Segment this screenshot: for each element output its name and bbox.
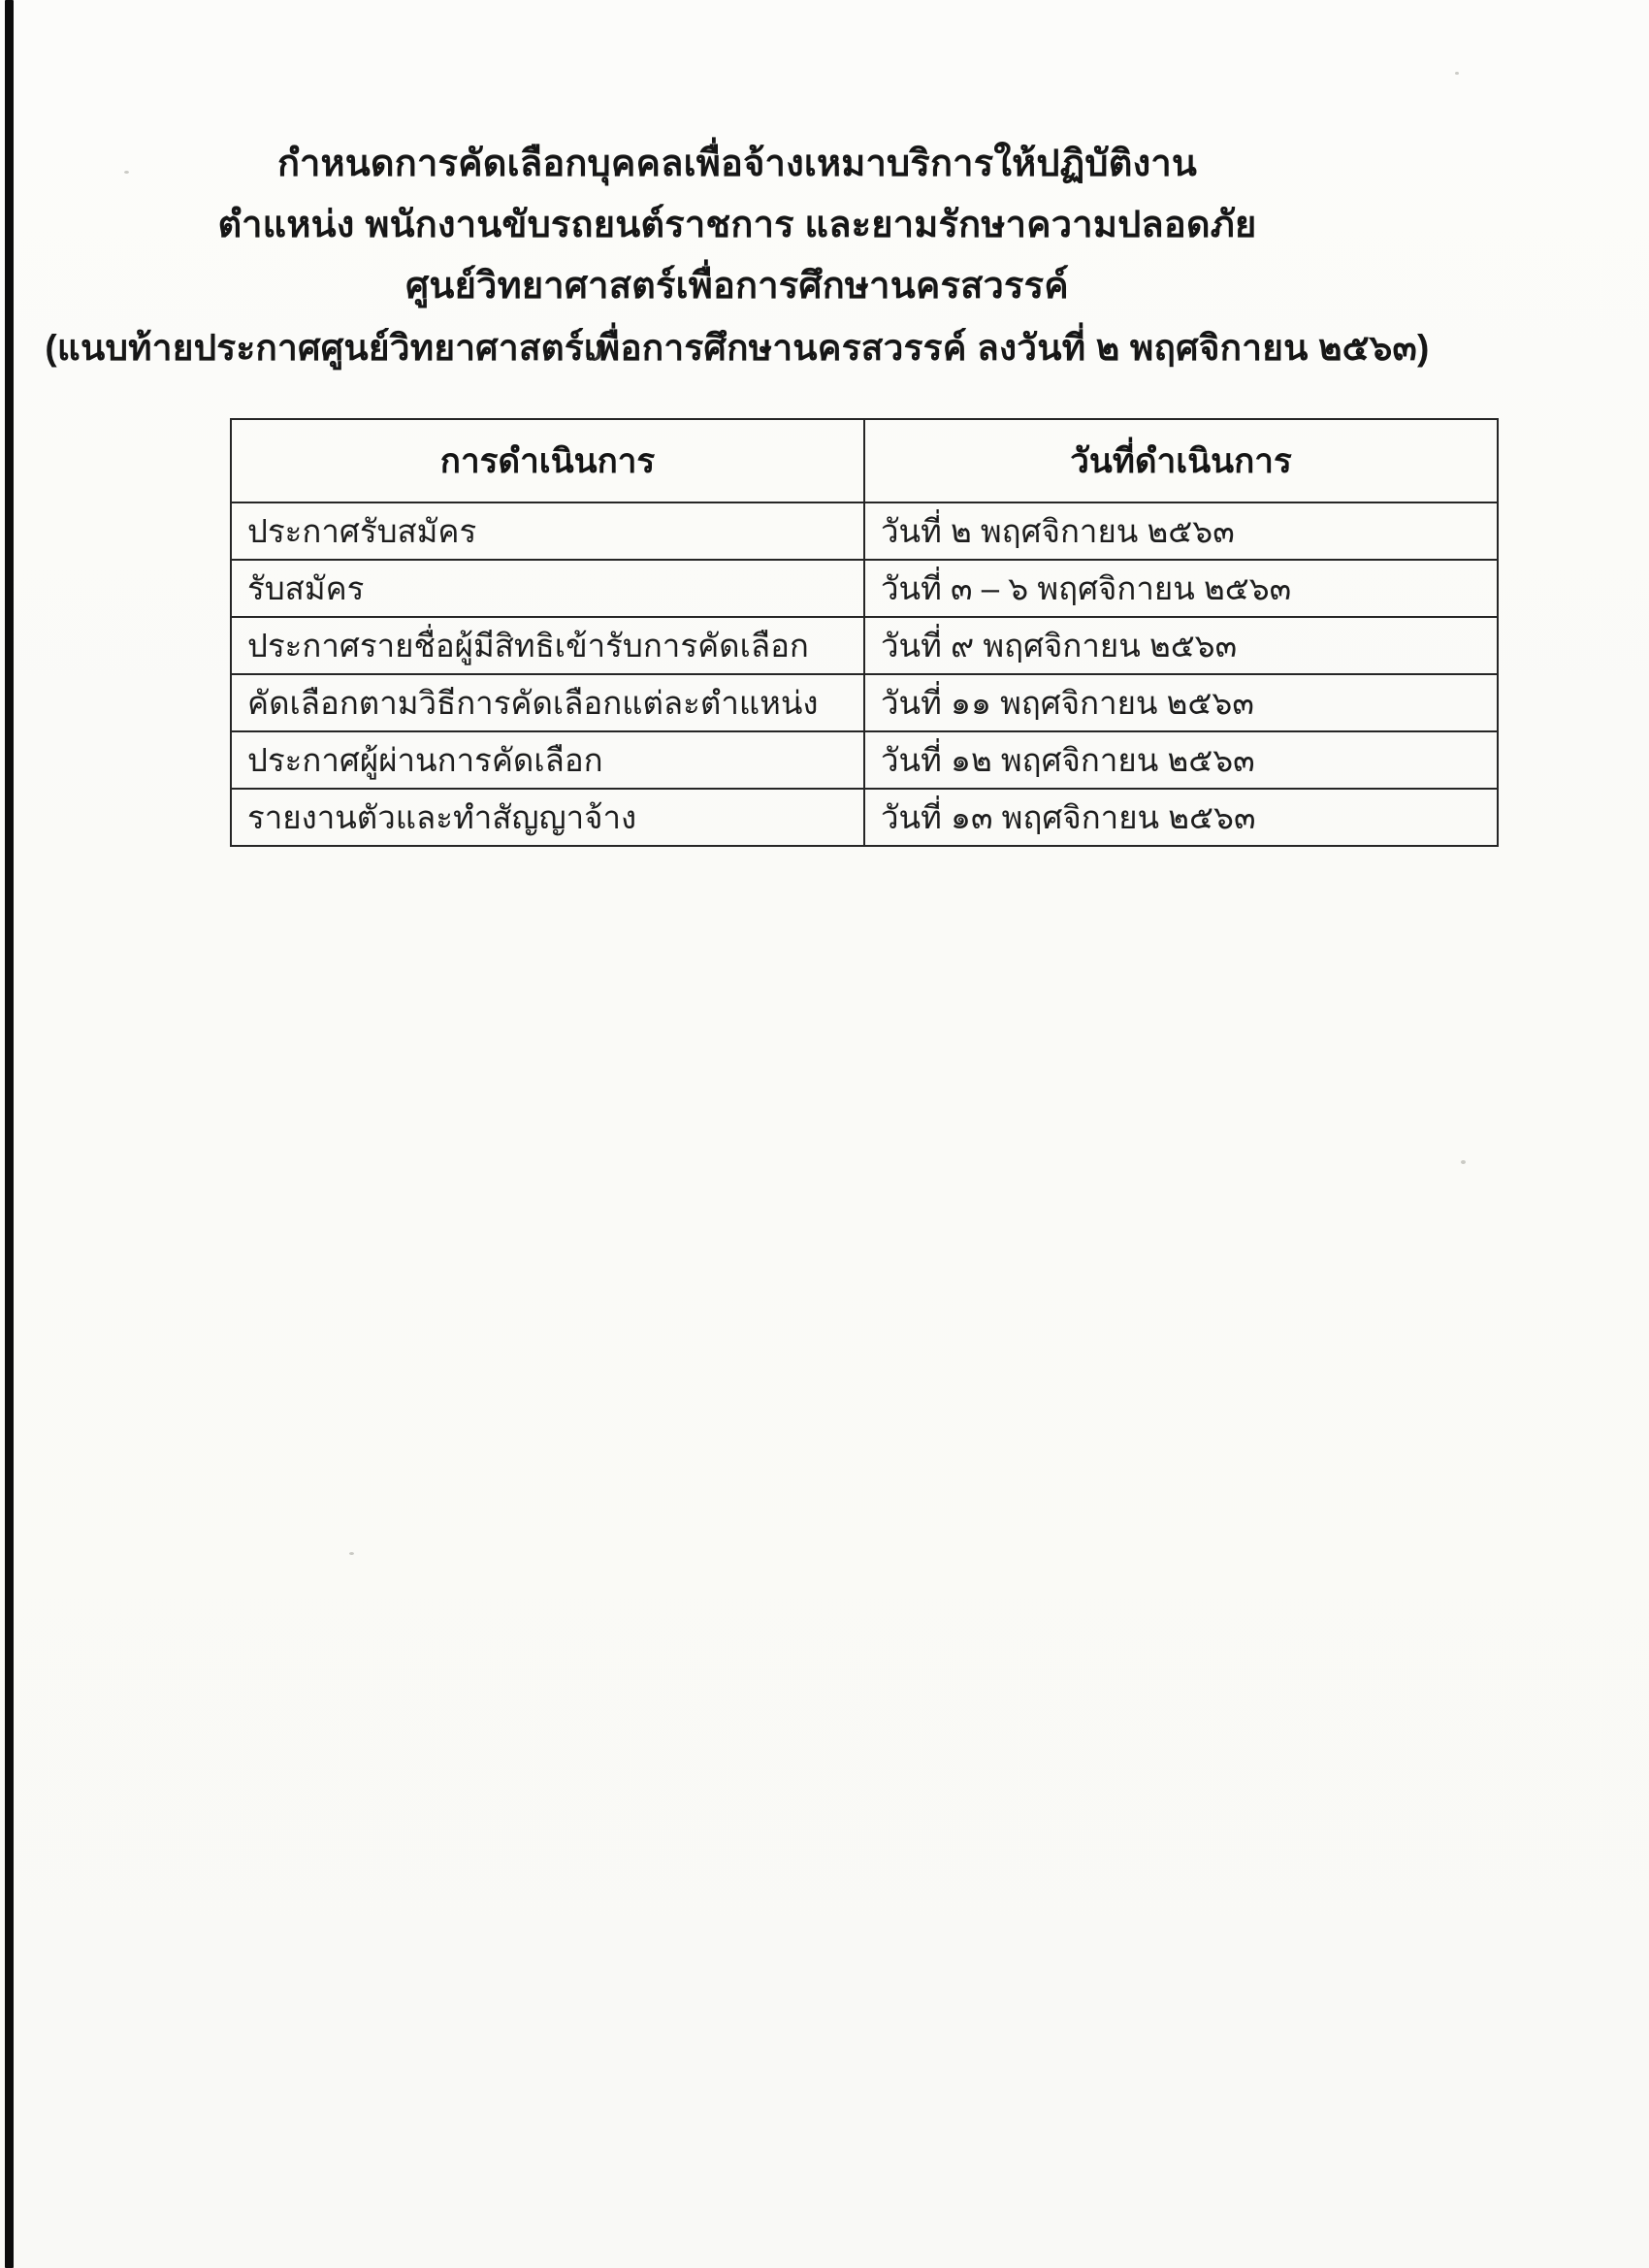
table-row — [231, 789, 1498, 846]
document-title-line-4: (แนบท้ายประกาศศูนย์วิทยาศาสตร์เพื่อการศึกษานครสวรรค์ ลงวันที่ ๒ พฤศจิกายน ๒๕๖๓) — [45, 328, 1430, 368]
date-cell: วันที่ ๑๑ พฤศจิกายน ๒๕๖๓ — [864, 674, 1498, 731]
schedule-table — [230, 418, 1499, 847]
schedule-table-body — [231, 502, 1498, 846]
table-row — [231, 617, 1498, 674]
activity-cell: คัดเลือกตามวิธีการคัดเลือกแต่ละตำแหน่ง — [231, 674, 864, 731]
scan-speck — [1455, 72, 1459, 75]
activity-cell: รับสมัคร — [231, 560, 864, 617]
activity-cell: รายงานตัวและทำสัญญาจ้าง — [231, 789, 864, 846]
document-title-block — [0, 134, 1474, 378]
table-header-row — [231, 419, 1498, 502]
document-title-line-1: กำหนดการคัดเลือกบุคคลเพื่อจ้างเหมาบริการให้ปฏิบัติงาน — [276, 144, 1198, 184]
date-cell: วันที่ ๓ – ๖ พฤศจิกายน ๒๕๖๓ — [864, 560, 1498, 617]
scan-speck — [349, 1552, 354, 1555]
date-cell: วันที่ ๙ พฤศจิกายน ๒๕๖๓ — [864, 617, 1498, 674]
table-row — [231, 502, 1498, 560]
table-row — [231, 674, 1498, 731]
scan-speck — [124, 171, 129, 174]
document-title-line-3: ศูนย์วิทยาศาสตร์เพื่อการศึกษานครสวรรค์ — [405, 266, 1069, 307]
table-row — [231, 560, 1498, 617]
document-title-line-2: ตำแหน่ง พนักงานขับรถยนต์ราชการ และยามรักษาความปลอดภัย — [217, 205, 1257, 245]
activity-cell: ประกาศผู้ผ่านการคัดเลือก — [231, 731, 864, 789]
activity-cell: ประกาศรับสมัคร — [231, 502, 864, 560]
scan-speck — [1461, 1160, 1466, 1164]
column-header-date: วันที่ดำเนินการ — [864, 419, 1498, 502]
date-cell: วันที่ ๑๒ พฤศจิกายน ๒๕๖๓ — [864, 731, 1498, 789]
date-cell: วันที่ ๑๓ พฤศจิกายน ๒๕๖๓ — [864, 789, 1498, 846]
column-header-activity: การดำเนินการ — [231, 419, 864, 502]
activity-cell: ประกาศรายชื่อผู้มีสิทธิเข้ารับการคัดเลือก — [231, 617, 864, 674]
table-row — [231, 731, 1498, 789]
date-cell: วันที่ ๒ พฤศจิกายน ๒๕๖๓ — [864, 502, 1498, 560]
